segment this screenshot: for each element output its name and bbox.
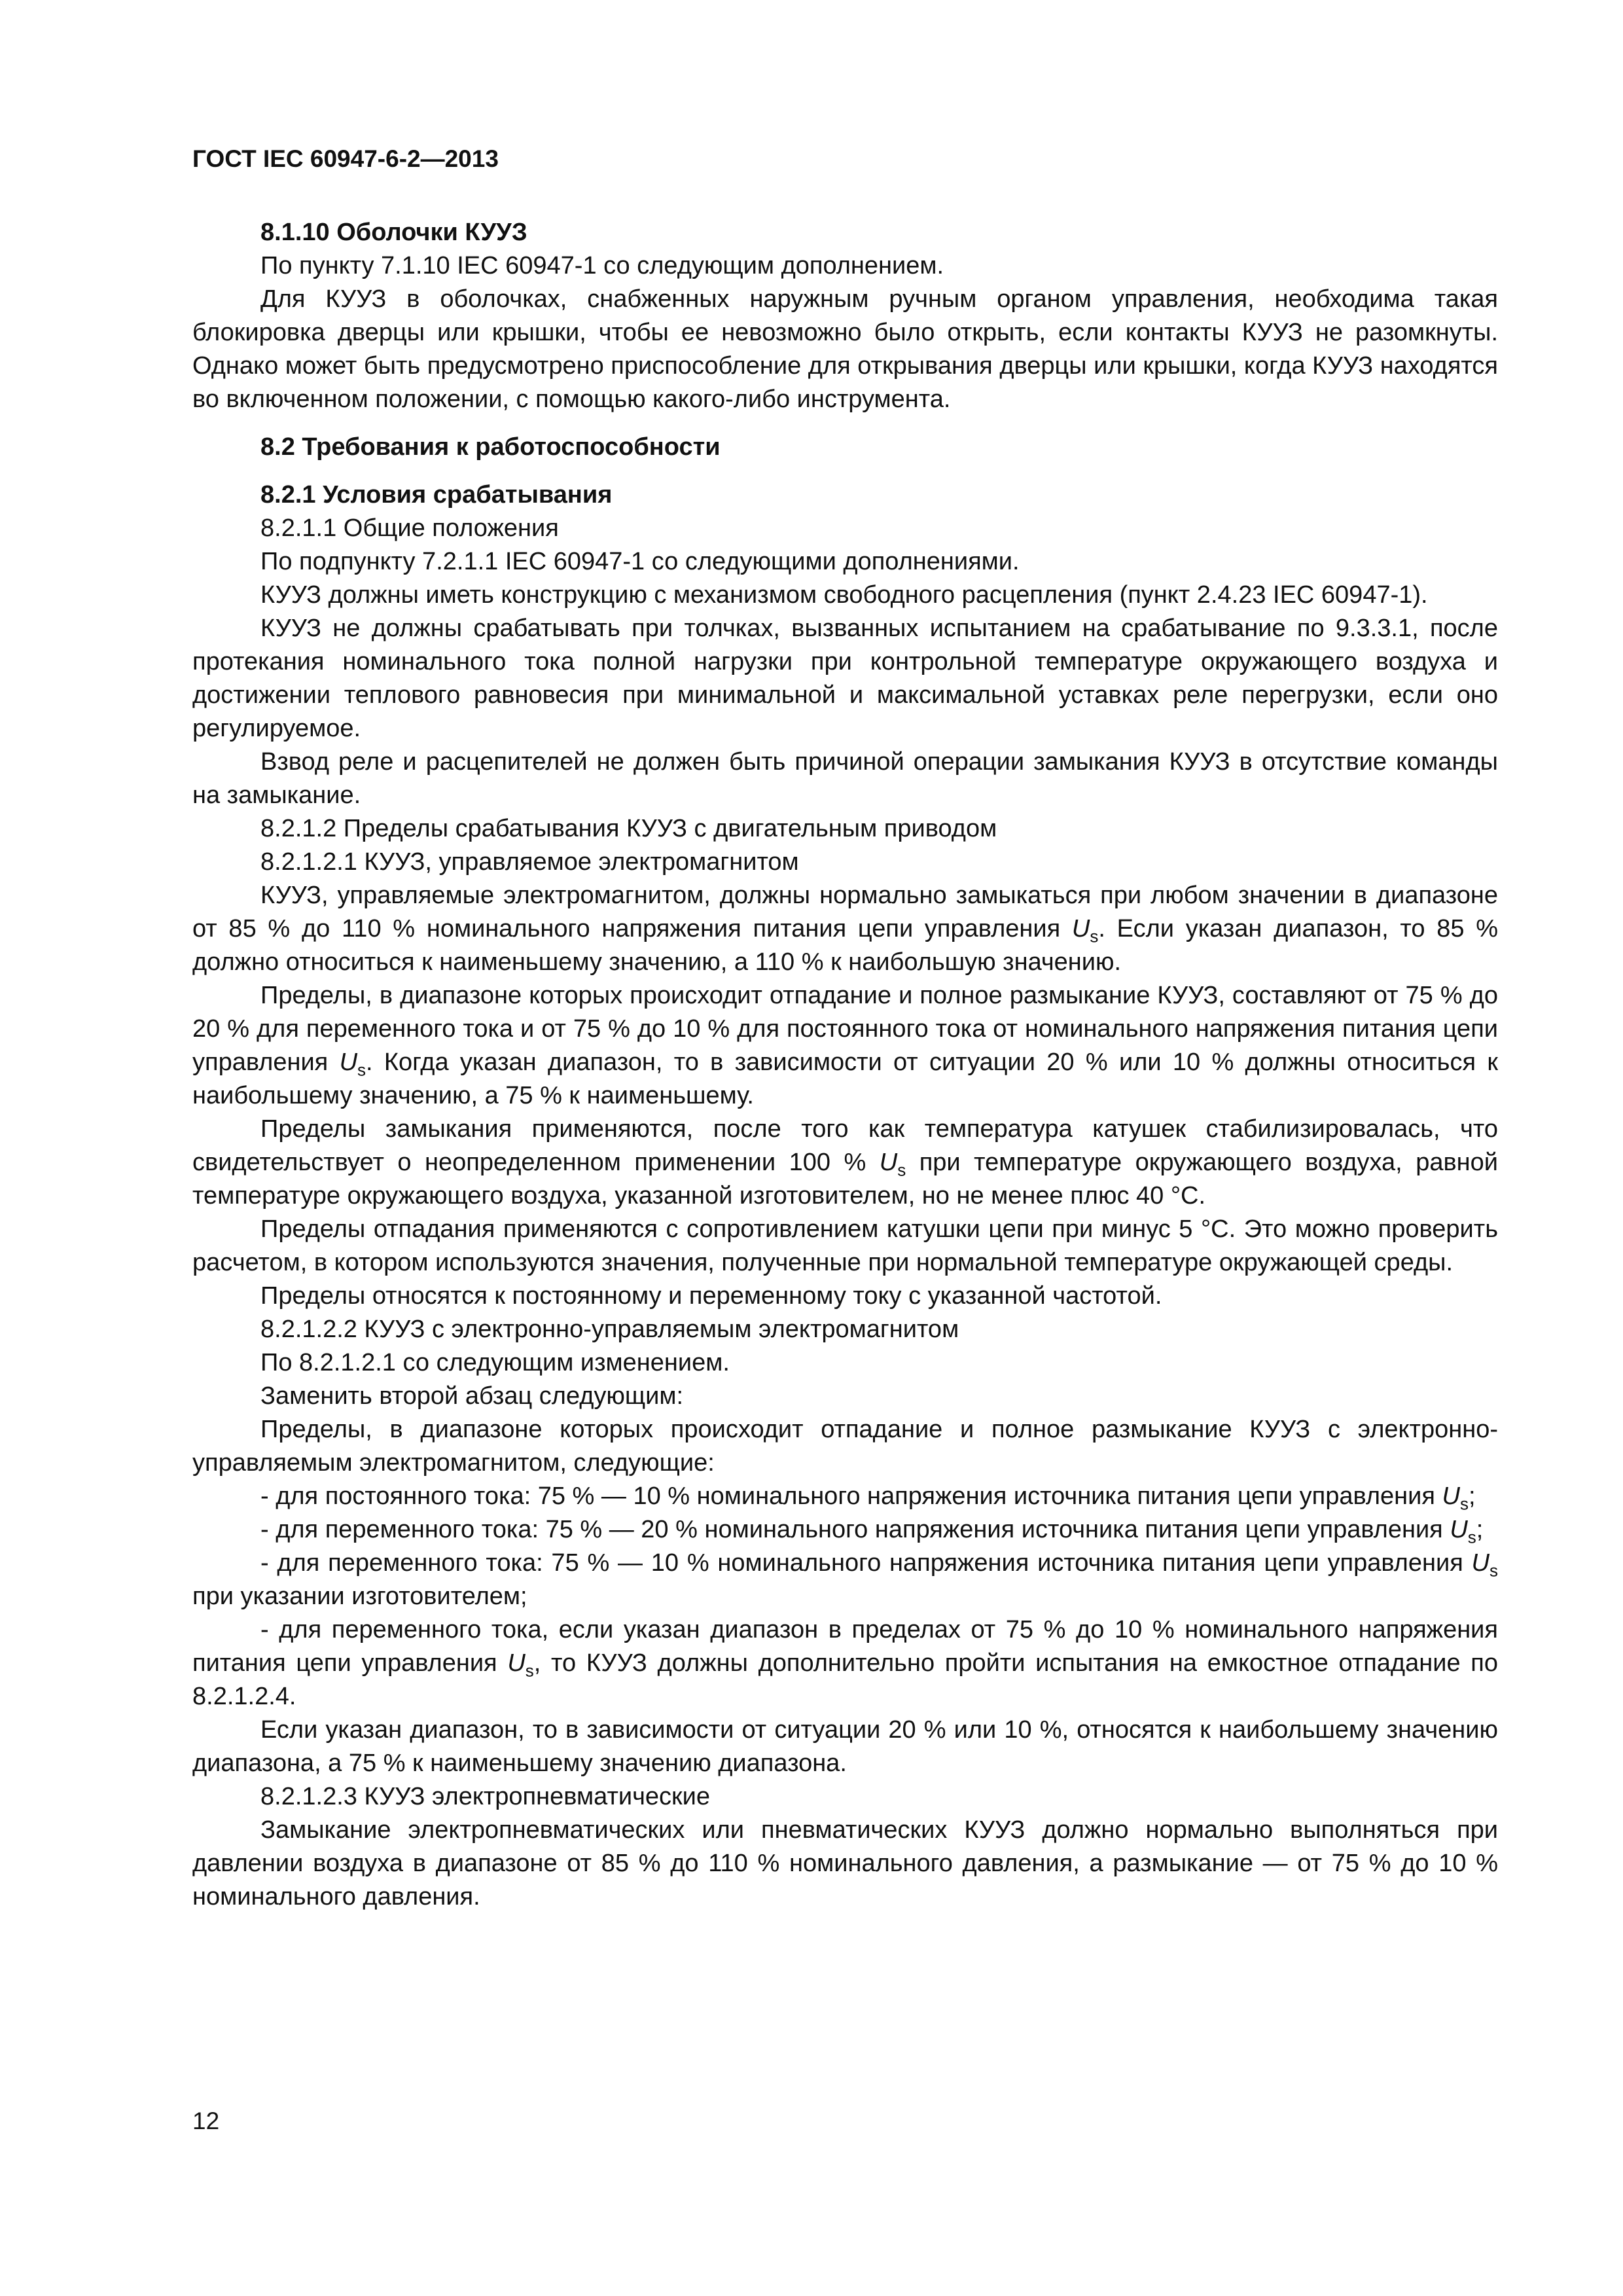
- paragraph-text: 8.2.1.1 Общие положения: [260, 514, 559, 542]
- paragraph: [192, 1380, 1498, 1413]
- paragraph: [192, 1780, 1498, 1814]
- page-number: 12: [192, 2108, 220, 2134]
- paragraph-text: Пределы замыкания применяются, после того как температура катушек стабилизировалась, что свидетельствует о неопределенном применении 100 %: [192, 1115, 1498, 1176]
- paragraph: [192, 249, 1498, 283]
- paragraph-text: - для постоянного тока: 75 % — 10 % номинального напряжения источника питания цепи управления: [260, 1482, 1442, 1510]
- standard-designation: ГОСТ IEC 60947-6-2—2013: [192, 145, 499, 172]
- section-heading: [192, 478, 1498, 512]
- paragraph-text: Пределы, в диапазоне которых происходит отпадание и полное размыкание КУУЗ, составляют от 75 % до 20 % для переменного тока и от 75 % до 10 % для постоянного тока от номинального напряжения питания цепи управления: [192, 982, 1498, 1076]
- paragraph: [192, 846, 1498, 879]
- paragraph-text: По 8.2.1.2.1 со следующим изменением.: [260, 1349, 730, 1376]
- paragraph-text: 8.2.1.2.1 КУУЗ, управляемое электромагнитом: [260, 848, 799, 876]
- paragraph-text: Замыкание электропневматических или пневматических КУУЗ должно нормально выполняться при давлении воздуха в диапазоне от 85 % до 110 % номинального давления, а размыкание — от 75 % до 10 % номинального давления.: [192, 1816, 1498, 1910]
- paragraph-text: - для переменного тока: 75 % — 10 % номинального напряжения источника питания цепи управления: [260, 1549, 1472, 1577]
- paragraph-text: 8.2.1.2.2 КУУЗ с электронно-управляемым электромагнитом: [260, 1316, 959, 1343]
- paragraph-text-after: при указании изготовителем;: [192, 1583, 527, 1610]
- control-voltage-symbol: $U_s$: [879, 1149, 906, 1180]
- paragraph-text: Заменить второй абзац следующим:: [260, 1382, 684, 1410]
- paragraph: [192, 745, 1498, 812]
- paragraph-text: По пункту 7.1.10 IEC 60947-1 со следующим дополнением.: [260, 252, 944, 279]
- paragraph-text: 8.2.1.2.3 КУУЗ электропневматические: [260, 1783, 710, 1810]
- paragraph-text: Если указан диапазон, то в зависимости от ситуации 20 % или 10 %, относятся к наибольшему значению диапазона, а 75 % к наименьшему значению диапазона.: [192, 1716, 1498, 1777]
- paragraph: [192, 1280, 1498, 1313]
- paragraph: [192, 1713, 1498, 1780]
- paragraph-text: - для переменного тока, если указан диапазон в пределах от 75 % до 10 % номинального напряжения питания цепи управления: [192, 1616, 1498, 1677]
- paragraph: [192, 612, 1498, 745]
- control-voltage-symbol: $U_s$: [1471, 1549, 1498, 1581]
- paragraph-text: 8.2.1.2 Пределы срабатывания КУУЗ с двигательным приводом: [260, 815, 997, 842]
- control-voltage-symbol: $U_s$: [1442, 1482, 1469, 1514]
- paragraph-text-after: . Когда указан диапазон, то в зависимости от ситуации 20 % или 10 % должны относиться к наибольшему значению, а 75 % к наименьшему.: [192, 1049, 1498, 1109]
- paragraph-text: КУУЗ не должны срабатывать при толчках, вызванных испытанием на срабатывание по 9.3.3.1, после протекания номинального тока полной нагрузки при контрольной температуре окружающего воздуха и достижении теплового равновесия при минимальной и максимальной уставках реле перегрузки, если оно регулируемое.: [192, 615, 1498, 742]
- paragraph: [192, 1313, 1498, 1346]
- paragraph-text: Пределы, в диапазоне которых происходит отпадание и полное размыкание КУУЗ с электронно-управляемым электромагнитом, следующие:: [192, 1416, 1498, 1477]
- section-heading: [192, 431, 1498, 464]
- paragraph: [192, 579, 1498, 612]
- paragraph: [192, 1213, 1498, 1280]
- paragraph: [192, 879, 1498, 979]
- paragraph: [192, 1113, 1498, 1213]
- paragraph-text: 8.2.1 Условия срабатывания: [260, 481, 613, 509]
- paragraph-text: Взвод реле и расцепителей не должен быть причиной операции замыкания КУУЗ в отсутствие команды на замыкание.: [192, 748, 1498, 809]
- paragraph-text: 8.2 Требования к работоспособности: [260, 433, 721, 461]
- paragraph: [192, 1814, 1498, 1914]
- paragraph-text: Для КУУЗ в оболочках, снабженных наружным ручным органом управления, необходима такая блокировка дверцы или крышки, чтобы ее невозможно было открыть, если контакты КУУЗ не разомкнуты. Однако может быть предусмотрено приспособление для открывания дверцы или крышки, когда КУУЗ находятся во включенном положении, с помощью какого-либо инструмента.: [192, 285, 1498, 413]
- paragraph-text-after: . Если указан диапазон, то 85 % должно относиться к наименьшему значению, а 110 % к наибольшую значению.: [192, 915, 1499, 976]
- control-voltage-symbol: $U_s$: [339, 1049, 366, 1080]
- section-heading: [192, 216, 1498, 249]
- paragraph-text-after: ;: [1468, 1482, 1476, 1510]
- paragraph: [192, 545, 1498, 579]
- paragraph-text-after: , то КУУЗ должны дополнительно пройти испытания на емкостное отпадание по 8.2.1.2.4.: [192, 1649, 1498, 1710]
- paragraph: [192, 1480, 1498, 1513]
- paragraph-text: КУУЗ, управляемые электромагнитом, должны нормально замыкаться при любом значении в диапазоне от 85 % до 110 % номинального напряжения питания цепи управления: [192, 882, 1498, 942]
- paragraph: [192, 512, 1498, 545]
- document-body: [192, 216, 1498, 1914]
- paragraph: [192, 1613, 1498, 1713]
- paragraph-text-after: при температуре окружающего воздуха, равной температуре окружающего воздуха, указанной изготовителем, но не менее плюс 40 °С.: [192, 1149, 1499, 1210]
- paragraph: [192, 1346, 1498, 1380]
- paragraph-text: - для переменного тока: 75 % — 20 % номинального напряжения источника питания цепи управления: [260, 1516, 1450, 1543]
- control-voltage-symbol: $U_s$: [507, 1649, 534, 1681]
- paragraph: [192, 812, 1498, 846]
- paragraph: [192, 979, 1498, 1113]
- paragraph-text: КУУЗ должны иметь конструкцию с механизмом свободного расцепления (пункт 2.4.23 IEC 60947-1).: [260, 581, 1428, 609]
- control-voltage-symbol: $U_s$: [1450, 1516, 1476, 1547]
- paragraph: [192, 1547, 1498, 1613]
- paragraph-text: 8.1.10 Оболочки КУУЗ: [260, 219, 527, 246]
- paragraph-text-after: ;: [1476, 1516, 1484, 1543]
- paragraph-text: Пределы относятся к постоянному и переменному току с указанной частотой.: [260, 1282, 1162, 1310]
- paragraph: [192, 1413, 1498, 1480]
- paragraph-text: Пределы отпадания применяются с сопротивлением катушки цепи при минус 5 °С. Это можно проверить расчетом, в котором используются значения, полученные при нормальной температуре окружающей среды.: [192, 1215, 1498, 1276]
- control-voltage-symbol: $U_s$: [1071, 915, 1099, 946]
- paragraph: [192, 283, 1498, 416]
- paragraph-text: По подпункту 7.2.1.1 IEC 60947-1 со следующими дополнениями.: [260, 548, 1020, 575]
- paragraph: [192, 1513, 1498, 1547]
